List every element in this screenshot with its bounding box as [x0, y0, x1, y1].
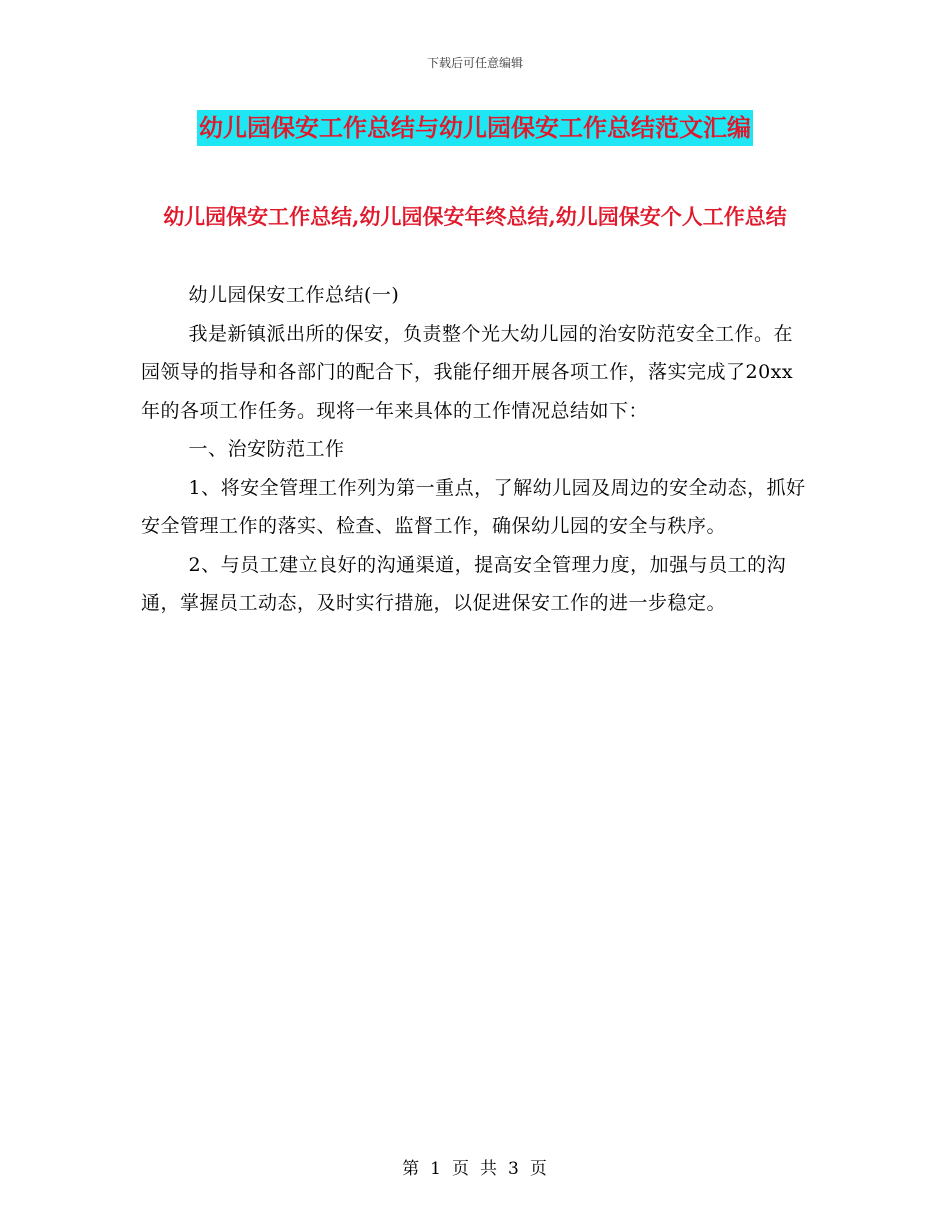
header-note: 下载后可任意编辑 — [426, 56, 523, 70]
section-heading-security: 一、治安防范工作 — [188, 438, 345, 460]
page-label-mid1: 页 — [452, 1159, 470, 1179]
main-title: 幼儿园保安工作总结与幼儿园保安工作总结范文汇编 — [197, 110, 753, 146]
paragraph-intro: 我是新镇派出所的保安，负责整个光大幼儿园的治安防范安全工作。在园领导的指导和各部门的配合下，我能仔细开展各项工作，落实完成了20xx年的各项工作任务。现将一年来具体的工作情况总结如下： — [141, 322, 794, 422]
document-body — [141, 276, 811, 623]
section-heading: 幼儿园保安工作总结(一) — [188, 284, 400, 306]
total-pages-number: 3 — [508, 1159, 520, 1179]
paragraph-item-1: 1、将安全管理工作列为第一重点，了解幼儿园及周边的安全动态，抓好安全管理工作的落实、检查、监督工作，确保幼儿园的安全与秩序。 — [141, 476, 806, 537]
sub-title: 幼儿园保安工作总结,幼儿园保安年终总结,幼儿园保安个人工作总结 — [163, 204, 787, 229]
main-title-container — [0, 110, 950, 146]
page-label-prefix: 第 — [402, 1159, 421, 1179]
paragraph-item-2: 2、与员工建立良好的沟通渠道，提高安全管理力度，加强与员工的沟通，掌握员工动态，及时实行措施，以促进保安工作的进一步稳定。 — [141, 553, 787, 614]
page-label-mid2: 共 — [480, 1159, 498, 1179]
page-label-suffix: 页 — [529, 1159, 548, 1179]
page-footer — [0, 1154, 950, 1179]
current-page-number: 1 — [430, 1159, 442, 1179]
